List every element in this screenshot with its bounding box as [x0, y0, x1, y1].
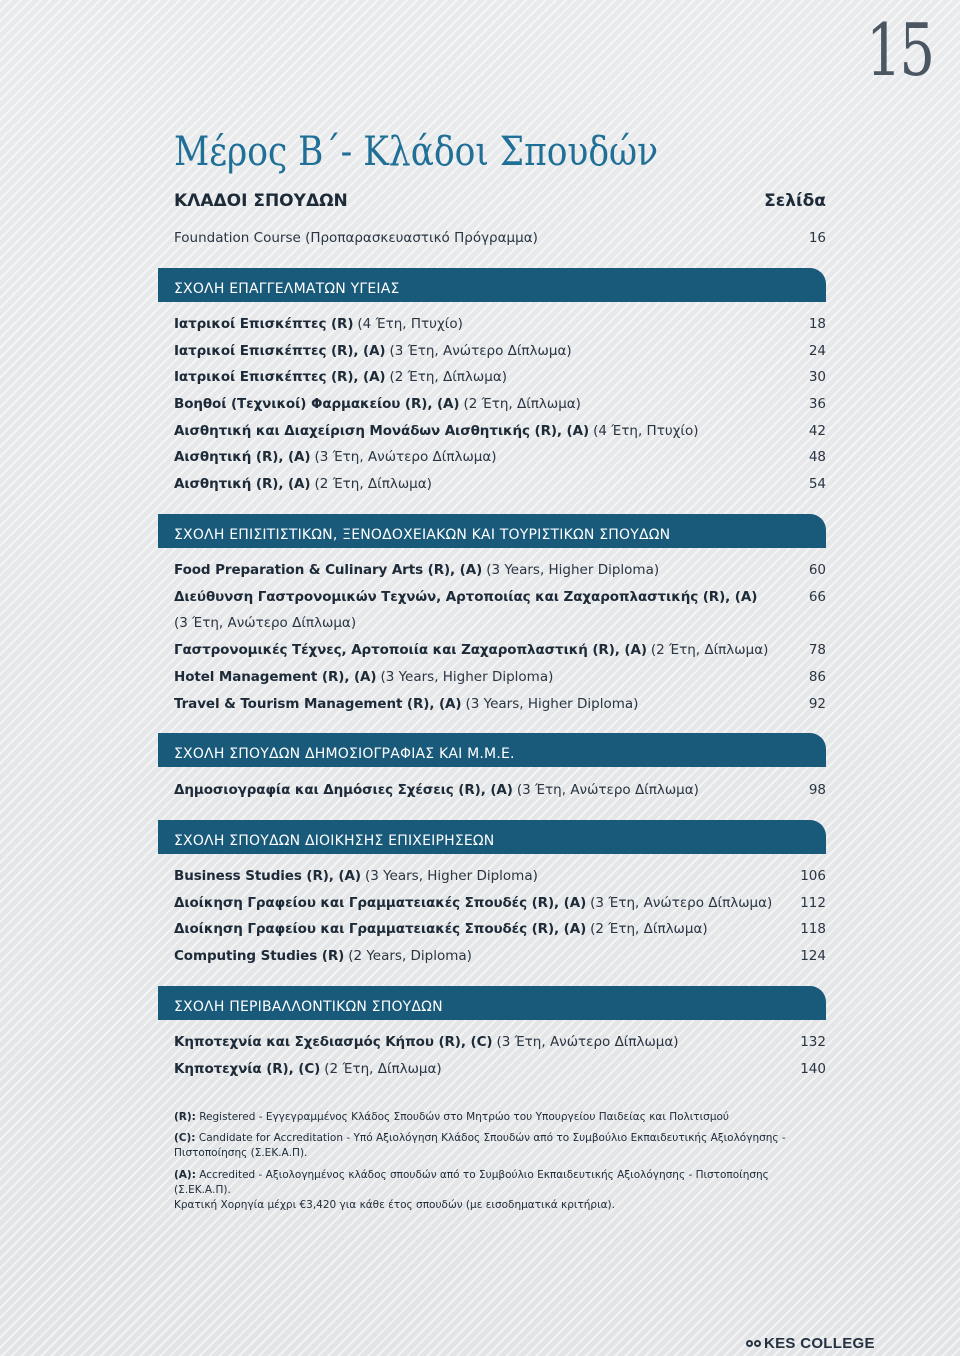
table-row-continuation: (3 Έτη, Ανώτερο Δίπλωμα): [174, 615, 357, 631]
table-row[interactable]: Computing Studies (R) (2 Years, Diploma) 124: [174, 948, 826, 964]
table-row[interactable]: Ιατρικοί Επισκέπτες (R), (A) (2 Έτη, Δίπλωμα) 30: [174, 369, 826, 385]
logo-mark-icon: [746, 1340, 761, 1347]
header-page-label: Σελίδα: [764, 191, 826, 211]
footnotes: [174, 1110, 826, 1219]
table-row[interactable]: Ιατρικοί Επισκέπτες (R), (A) (3 Έτη, Ανώτερο Δίπλωμα) 24: [174, 343, 826, 359]
table-row[interactable]: Hotel Management (R), (A) (3 Years, Higher Diploma) 86: [174, 669, 826, 685]
page-number: 15: [866, 8, 933, 92]
table-row[interactable]: Δημοσιογραφία και Δημόσιες Σχέσεις (R), (A) (3 Έτη, Ανώτερο Δίπλωμα) 98: [174, 782, 826, 798]
section-bar-journalism: ΣΧΟΛΗ ΣΠΟΥΔΩΝ ΔΗΜΟΣΙΟΓΡΑΦΙΑΣ ΚΑΙ Μ.Μ.Ε.: [158, 733, 826, 767]
table-row[interactable]: Αισθητική και Διαχείριση Μονάδων Αισθητικής (R), (A) (4 Έτη, Πτυχίο) 42: [174, 423, 826, 439]
table-row[interactable]: Food Preparation & Culinary Arts (R), (A) (3 Years, Higher Diploma) 60: [174, 562, 826, 578]
table-row[interactable]: Αισθητική (R), (A) (3 Έτη, Ανώτερο Δίπλωμα) 48: [174, 449, 826, 465]
section-bar-health: ΣΧΟΛΗ ΕΠΑΓΓΕΛΜΑΤΩΝ ΥΓΕΙΑΣ: [158, 268, 826, 302]
table-row[interactable]: Κηποτεχνία (R), (C) (2 Έτη, Δίπλωμα) 140: [174, 1061, 826, 1077]
section-bar-hospitality: ΣΧΟΛΗ ΕΠΙΣΙΤΙΣΤΙΚΩΝ, ΞΕΝΟΔΟΧΕΙΑΚΩΝ ΚΑΙ ΤΟΥΡΙΣΤΙΚΩΝ ΣΠΟΥΔΩΝ: [158, 514, 826, 548]
table-row[interactable]: Business Studies (R), (A) (3 Years, Higher Diploma) 106: [174, 868, 826, 884]
foundation-row[interactable]: [174, 226, 826, 250]
table-row[interactable]: Κηποτεχνία και Σχεδιασμός Κήπου (R), (C) (3 Έτη, Ανώτερο Δίπλωμα) 132: [174, 1034, 826, 1050]
table-row[interactable]: Διεύθυνση Γαστρονομικών Τεχνών, Αρτοποιίας και Ζαχαροπλαστικής (R), (A) 66: [174, 589, 826, 605]
table-row[interactable]: Ιατρικοί Επισκέπτες (R) (4 Έτη, Πτυχίο) 18: [174, 316, 826, 332]
kes-college-logo: [746, 1333, 875, 1353]
contents-header: [174, 191, 826, 211]
section-bar-business: ΣΧΟΛΗ ΣΠΟΥΔΩΝ ΔΙΟΙΚΗΣΗΣ ΕΠΙΧΕΙΡΗΣΕΩΝ: [158, 820, 826, 854]
footnote-registered: (R): Registered - Εγγεγραμμένος Κλάδος Σπουδών στο Μητρώο του Υπουργείου Παιδείας και Πολιτισμού: [174, 1111, 730, 1123]
table-row[interactable]: Γαστρονομικές Τέχνες, Αρτοποιία και Ζαχαροπλαστική (R), (A) (2 Έτη, Δίπλωμα) 78: [174, 642, 826, 658]
table-row[interactable]: Διοίκηση Γραφείου και Γραμματειακές Σπουδές (R), (A) (2 Έτη, Δίπλωμα) 118: [174, 921, 826, 937]
part-title: Μέρος Β΄- Κλάδοι Σπουδών: [174, 129, 659, 175]
footnote-accredited: (A): Accredited - Αξιολογημένος κλάδος σπουδών από το Συμβούλιο Εκπαιδευτικής Αξιολόγησης - Πιστοποίησης (Σ.ΕΚ.Α.Π). Κρατική Χορηγία μέχρι €3,420 για κάθε έτος σπουδών (με εισοδηματικά κριτήρια).: [174, 1168, 769, 1212]
logo-text: KES COLLEGE: [764, 1334, 875, 1352]
foundation-label: Foundation Course (Προπαρασκευαστικό Πρόγραμμα): [174, 230, 538, 246]
foundation-page: 16: [808, 230, 826, 246]
table-row[interactable]: Διοίκηση Γραφείου και Γραμματειακές Σπουδές (R), (A) (3 Έτη, Ανώτερο Δίπλωμα) 112: [174, 895, 826, 911]
footnote-candidate: (C): Candidate for Accreditation - Υπό Αξιολόγηση Κλάδος Σπουδών από το Συμβούλιο Εκπαιδευτικής Αξιολόγησης - Πιστοποίησης (Σ.ΕΚ.Α.Π).: [174, 1132, 786, 1160]
header-label: ΚΛΑΔΟΙ ΣΠΟΥΔΩΝ: [174, 191, 348, 211]
table-row[interactable]: Αισθητική (R), (A) (2 Έτη, Δίπλωμα) 54: [174, 476, 826, 492]
section-bar-environmental: ΣΧΟΛΗ ΠΕΡΙΒΑΛΛΟΝΤΙΚΩΝ ΣΠΟΥΔΩΝ: [158, 986, 826, 1020]
table-row[interactable]: Travel & Tourism Management (R), (A) (3 Years, Higher Diploma) 92: [174, 696, 826, 712]
table-row[interactable]: Βοηθοί (Τεχνικοί) Φαρμακείου (R), (A) (2 Έτη, Δίπλωμα) 36: [174, 396, 826, 412]
